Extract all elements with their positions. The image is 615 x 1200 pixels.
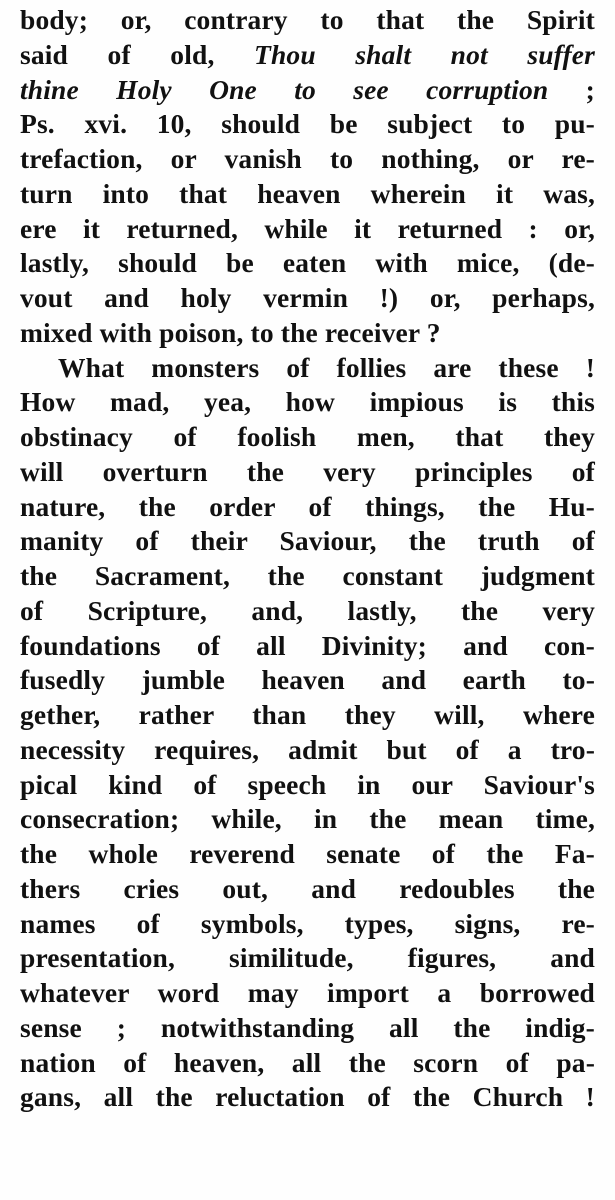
text-line [20,524,595,559]
text-line [20,802,595,837]
text-line [20,837,595,872]
text-segment: fusedly jumble heaven and earth to- [20,664,595,696]
text-segment: said of old, [20,38,255,70]
text-line [20,698,595,733]
text-segment: foundations of all Divinity; and con- [20,629,595,661]
text-segment: Ps. xvi. 10, should be subject to pu- [20,108,595,140]
text-body [20,3,595,1115]
text-line [20,212,595,247]
text-segment: whatever word may import a borrowed [20,977,595,1008]
text-line [20,733,595,768]
text-segment: How mad, yea, how impious is this [20,386,595,418]
text-line [20,351,595,386]
text-segment: pical kind of speech in our Saviour's [20,768,595,800]
text-line [20,177,595,212]
text-line [20,38,595,73]
text-line [20,246,595,281]
text-line [20,768,595,803]
italic-text-segment: Thou shalt not suffer [254,38,595,70]
text-segment: ; [548,73,595,105]
text-segment: nation of heaven, all the scorn of pa- [20,1046,595,1078]
italic-text-segment: thine Holy One to see corruption [20,73,549,105]
text-segment: ere it returned, while it returned : or, [20,212,595,244]
text-line [20,941,595,976]
text-line [20,73,595,108]
text-segment: obstinacy of foolish men, that they [20,421,595,452]
text-line [20,559,595,594]
text-segment: the Sacrament, the constant judgment [20,560,595,591]
text-segment: necessity requires, admit but of a tro- [20,733,595,765]
text-line [20,872,595,907]
text-segment: consecration; while, in the mean time, [20,803,595,835]
text-line [20,3,595,38]
text-segment: presentation, similitude, figures, and [20,942,595,974]
text-line [20,490,595,525]
text-segment: manity of their Saviour, the truth of [20,525,595,557]
text-segment: gether, rather than they will, where [20,699,595,730]
text-line [20,907,595,942]
text-segment: What monsters of follies are these ! [58,351,595,383]
text-line [20,281,595,316]
text-segment: body; or, contrary to that the Spirit [20,4,595,35]
text-segment: turn into that heaven wherein it was, [20,177,595,209]
text-segment: names of symbols, types, signs, re- [20,907,595,939]
text-line [20,142,595,177]
text-segment: of Scripture, and, lastly, the very [20,594,595,626]
text-line [20,316,595,351]
text-line [20,663,595,698]
text-line [20,594,595,629]
text-segment: sense ; notwithstanding all the indig- [20,1011,595,1043]
text-line [20,385,595,420]
text-line [20,1011,595,1046]
text-line [20,1046,595,1081]
text-segment: trefaction, or vanish to nothing, or re- [20,143,595,174]
text-segment: nature, the order of things, the Hu- [20,490,595,522]
text-line [20,107,595,142]
text-segment: the whole reverend senate of the Fa- [20,838,595,869]
text-line [20,1080,595,1115]
text-line [20,976,595,1011]
text-line [20,420,595,455]
text-segment: lastly, should be eaten with mice, (de- [20,247,595,279]
text-segment: will overturn the very principles of [20,455,595,487]
text-line [20,455,595,490]
text-line [20,629,595,664]
text-segment: thers cries out, and redoubles the [20,872,595,904]
text-segment: gans, all the reluctation of the Church ! [20,1081,595,1113]
text-segment: vout and holy vermin !) or, perhaps, [20,282,595,313]
text-segment: mixed with poison, to the receiver ? [20,316,441,348]
